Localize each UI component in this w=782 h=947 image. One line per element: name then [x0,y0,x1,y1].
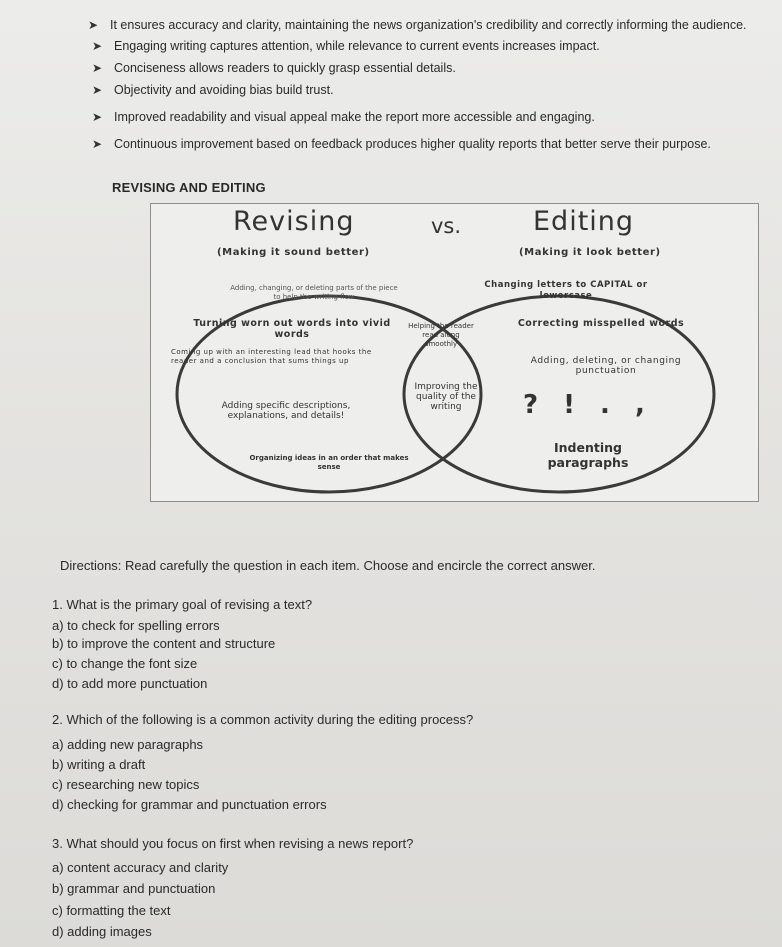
question: 1. What is the primary goal of revising a text? [52,597,313,612]
answer-option[interactable]: c) researching new topics [52,777,200,792]
bullet-text: Continuous improvement based on feedback produces higher quality reports that better serve their purpose. [114,137,711,151]
arrow-bullet-icon: ➤ [92,137,103,151]
answer-option[interactable]: a) adding new paragraphs [52,737,204,752]
revising-item: Adding specific descriptions, explanations, and details! [221,401,351,421]
bullet-text: Conciseness allows readers to quickly grasp essential details. [114,61,456,75]
answer-option[interactable]: b) writing a draft [52,757,146,772]
arrow-bullet-icon: ➤ [92,61,103,75]
bullet-text: It ensures accuracy and clarity, maintaining the news organization's credibility and correctly informing the audience. [110,18,747,32]
answer-option[interactable]: d) to add more punctuation [52,676,208,691]
revising-title: Revising [233,206,355,237]
revising-item: Coming up with an interesting lead that hooks the reader and a conclusion that sums things up [171,348,372,365]
answer-option[interactable]: b) to improve the content and structure [52,636,276,651]
arrow-bullet-icon: ➤ [92,83,103,97]
directions-text: Directions: Read carefully the question in each item. Choose and encircle the correct answer. [60,558,596,573]
bullet-item [92,137,711,151]
bullet-text: Objectivity and avoiding bias build trust. [114,83,334,97]
bullet-text: Improved readability and visual appeal make the report more accessible and engaging. [114,110,595,124]
revising-subtitle: (Making it sound better) [217,247,370,258]
revising-item: Organizing ideas in an order that makes sense [249,454,409,471]
vs-label: vs. [431,214,462,238]
arrow-bullet-icon: ➤ [92,39,103,53]
answer-option[interactable]: d) checking for grammar and punctuation errors [52,797,327,812]
revising-item: Adding, changing, or deleting parts of the piece to help the writing flow [230,284,398,301]
answer-option[interactable]: b) grammar and punctuation [52,881,216,896]
editing-item: Indenting paragraphs [547,440,629,470]
editing-item: Changing letters to CAPITAL or lowercase [484,280,648,301]
bullet-item [88,18,747,32]
section-title: REVISING AND EDITING [112,180,266,195]
editing-subtitle: (Making it look better) [519,247,661,258]
answer-option[interactable]: c) to change the font size [52,656,198,671]
editing-title: Editing [533,206,635,237]
bullet-item [92,39,600,53]
bullet-item [92,83,334,97]
answer-option[interactable]: a) to check for spelling errors [52,618,220,633]
editing-item: Adding, deleting, or changing punctuation [530,356,682,376]
question: 2. Which of the following is a common activity during the editing process? [52,712,474,727]
question: 3. What should you focus on first when revising a news report? [52,836,414,851]
answer-option[interactable]: d) adding images [52,924,152,939]
editing-item: Correcting misspelled words [517,318,685,329]
answer-option[interactable]: a) content accuracy and clarity [52,860,229,875]
arrow-bullet-icon: ➤ [88,18,99,32]
punctuation-marks: ? ! . , [523,390,653,420]
overlap-item: Helping the reader read along smoothly [408,322,474,348]
arrow-bullet-icon: ➤ [92,110,103,124]
venn-diagram [150,203,759,502]
overlap-item: Improving the quality of the writing [414,382,478,412]
revising-item: Turning worn out words into vivid words [193,318,391,340]
bullet-item [92,110,595,124]
bullet-item [92,61,456,75]
answer-option[interactable]: c) formatting the text [52,903,171,918]
bullet-text: Engaging writing captures attention, while relevance to current events increases impact. [114,39,600,53]
